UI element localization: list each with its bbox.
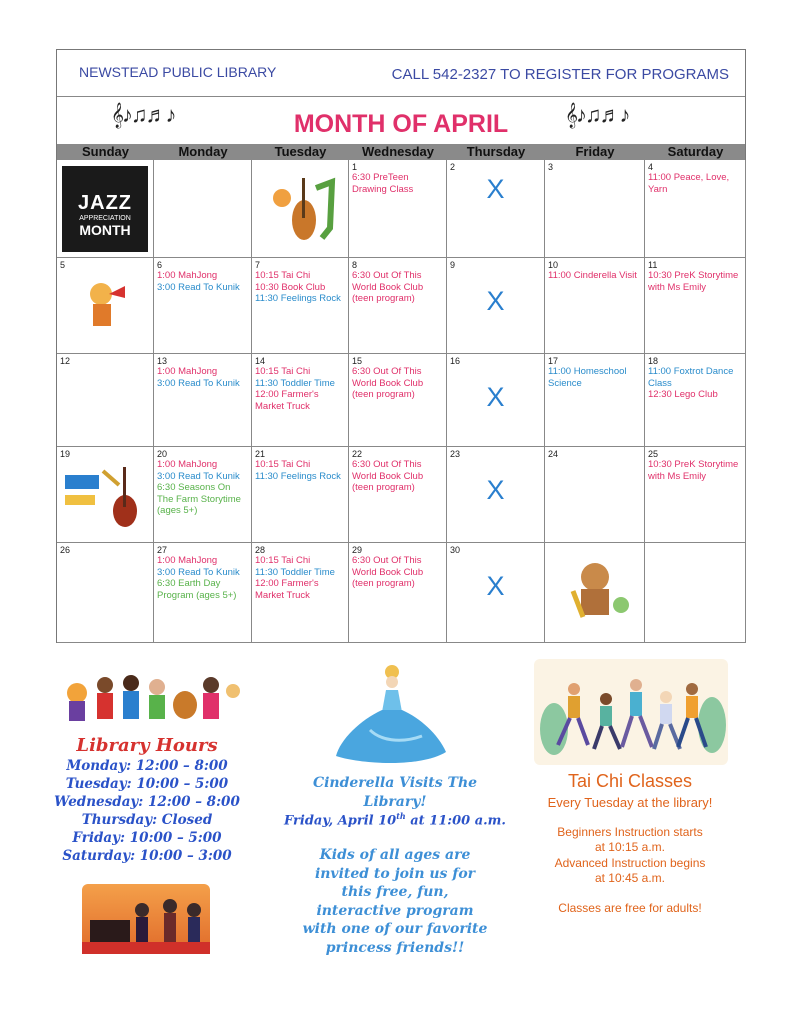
jazz-band-illustration bbox=[57, 663, 241, 723]
day-number: 12 bbox=[60, 356, 71, 366]
day-cell bbox=[57, 354, 154, 447]
event-entry: 11:00 Homeschool Science bbox=[548, 366, 627, 389]
cinderella-date-post: at 11:00 a.m. bbox=[405, 813, 506, 829]
day-number: 30 bbox=[450, 545, 461, 555]
day-number: 21 bbox=[255, 449, 266, 459]
badge-month: MONTH bbox=[79, 222, 131, 238]
day-cell bbox=[252, 258, 349, 354]
day-number: 11 bbox=[648, 260, 658, 270]
day-cell bbox=[252, 447, 349, 543]
event-entry: 1:00 MahJong bbox=[157, 270, 218, 281]
event-entry: 6:30 Out Of This World Book Club (teen program) bbox=[352, 366, 424, 400]
event-entry: 3:00 Read To Kunik bbox=[157, 281, 240, 293]
library-name: NEWSTEAD PUBLIC LIBRARY bbox=[79, 64, 277, 80]
day-cell bbox=[447, 258, 545, 354]
day-cell bbox=[252, 354, 349, 447]
weekday-header bbox=[57, 144, 745, 160]
cinderella-body: Kids of all ages are invited to join us for this free, fun, interactive program with one of our favorite princess friends!! bbox=[302, 847, 488, 956]
event-entry: 6:30 Earth Day Program (ages 5+) bbox=[157, 578, 237, 601]
event-entry: 11:30 Toddler Time bbox=[255, 566, 335, 578]
day-number: 27 bbox=[157, 545, 168, 555]
day-number: 18 bbox=[648, 356, 659, 366]
day-cell bbox=[645, 258, 746, 354]
event-entry: 3:00 Read To Kunik bbox=[157, 470, 240, 482]
day-cell bbox=[447, 160, 545, 258]
day-number: 20 bbox=[157, 449, 168, 459]
day-number: 10 bbox=[548, 260, 559, 270]
day-cell bbox=[447, 447, 545, 543]
day-cell bbox=[154, 258, 252, 354]
music-notes-icon: 𝄞♪♫♬♪ bbox=[565, 102, 629, 127]
register-phone: CALL 542-2327 TO REGISTER FOR PROGRAMS bbox=[391, 66, 729, 83]
jazz-club-illustration bbox=[82, 884, 210, 954]
header-row bbox=[57, 50, 745, 97]
event-entry: 6:30 PreTeen Drawing Class bbox=[352, 172, 414, 195]
cinderella-date-pre: Friday, April 10 bbox=[284, 813, 397, 829]
day-cell bbox=[57, 258, 154, 354]
event-entry: 6:30 Out Of This World Book Club (teen program) bbox=[352, 459, 424, 493]
day-number: 7 bbox=[255, 260, 261, 270]
day-number: 4 bbox=[648, 162, 654, 172]
badge-jazz: JAZZ bbox=[78, 192, 132, 214]
tai-chi-free: Classes are free for adults! bbox=[558, 901, 702, 915]
hours-list bbox=[52, 757, 242, 865]
day-cell bbox=[154, 447, 252, 543]
event-entry: 12:30 Lego Club bbox=[648, 389, 718, 400]
event-entry: 10:15 Tai Chi bbox=[255, 555, 311, 566]
closed-x-mark: X bbox=[486, 382, 505, 412]
day-number: 16 bbox=[450, 356, 461, 366]
event-entry: 1:00 MahJong bbox=[157, 459, 218, 470]
day-cell bbox=[349, 447, 447, 543]
day-cell bbox=[154, 160, 252, 258]
hours-line: Thursday: Closed bbox=[81, 812, 213, 828]
event-entry: 3:00 Read To Kunik bbox=[157, 566, 240, 578]
day-cell bbox=[349, 160, 447, 258]
event-entry: 1:00 MahJong bbox=[157, 366, 218, 377]
day-cell bbox=[645, 160, 746, 258]
weekday-friday: Friday bbox=[575, 144, 615, 159]
cinderella-date-sup: th bbox=[396, 811, 406, 821]
day-cell bbox=[447, 543, 545, 643]
event-entry: 10:15 Tai Chi bbox=[255, 366, 311, 377]
tai-chi-advanced: Advanced Instruction begins at 10:45 a.m. bbox=[554, 856, 706, 885]
day-cell bbox=[447, 354, 545, 447]
day-cell bbox=[645, 354, 746, 447]
day-cell bbox=[545, 258, 645, 354]
event-entry: 10:30 Book Club bbox=[255, 281, 326, 293]
day-number: 8 bbox=[352, 260, 358, 270]
hours-title: Library Hours bbox=[76, 735, 218, 756]
event-entry: 11:00 Foxtrot Dance Class bbox=[648, 366, 734, 389]
day-cell bbox=[545, 354, 645, 447]
event-entry: 10:30 PreK Storytime with Ms Emily bbox=[648, 459, 739, 482]
event-entry: 10:30 PreK Storytime with Ms Emily bbox=[648, 270, 739, 293]
closed-x-mark: X bbox=[486, 475, 505, 505]
day-cell bbox=[57, 447, 154, 543]
day-cell bbox=[545, 543, 645, 643]
badge-appreciation: APPRECIATION bbox=[79, 215, 131, 222]
day-number: 26 bbox=[60, 545, 71, 555]
event-entry: 1:00 MahJong bbox=[157, 555, 218, 566]
calendar-frame bbox=[56, 49, 746, 643]
day-number: 15 bbox=[352, 356, 363, 366]
day-cell bbox=[349, 354, 447, 447]
event-entry: 11:00 Cinderella Visit bbox=[548, 270, 637, 281]
event-entry: 10:15 Tai Chi bbox=[255, 270, 311, 281]
hours-line: Monday: 12:00 – 8:00 bbox=[66, 758, 228, 774]
event-entry: 3:00 Read To Kunik bbox=[157, 377, 240, 389]
day-cell bbox=[252, 543, 349, 643]
hours-line: Tuesday: 10:00 – 5:00 bbox=[65, 776, 229, 792]
day-number: 3 bbox=[548, 162, 554, 172]
day-number: 28 bbox=[255, 545, 266, 555]
event-entry: 10:15 Tai Chi bbox=[255, 459, 311, 470]
hours-line: Wednesday: 12:00 – 8:00 bbox=[54, 794, 240, 810]
cinderella-illustration bbox=[330, 660, 450, 770]
day-number: 1 bbox=[352, 162, 358, 172]
day-cell bbox=[645, 447, 746, 543]
day-cell bbox=[349, 543, 447, 643]
event-entry: 6:30 Out Of This World Book Club (teen program) bbox=[352, 270, 424, 304]
weekday-sunday: Sunday bbox=[82, 144, 129, 159]
day-cell bbox=[545, 447, 645, 543]
day-number: 9 bbox=[450, 260, 456, 270]
cinderella-title: Cinderella Visits The Library! bbox=[312, 775, 478, 810]
day-cell bbox=[57, 160, 154, 258]
event-entry: 11:30 Feelings Rock bbox=[255, 470, 341, 482]
closed-x-mark: X bbox=[486, 174, 505, 204]
event-entry: 12:00 Farmer's Market Truck bbox=[255, 578, 319, 601]
tai-chi-title: Tai Chi Classes bbox=[567, 771, 693, 791]
title-row bbox=[57, 96, 745, 144]
day-cell bbox=[57, 543, 154, 643]
tai-chi-illustration bbox=[534, 659, 728, 765]
day-number: 14 bbox=[255, 356, 266, 366]
tai-chi-beginners: Beginners Instruction starts at 10:15 a.m. bbox=[557, 825, 703, 854]
day-cell bbox=[349, 258, 447, 354]
cinderella-date bbox=[280, 811, 510, 828]
event-entry: 6:30 Seasons On The Farm Storytime (ages 5+) bbox=[157, 482, 241, 516]
day-number: 23 bbox=[450, 449, 461, 459]
day-cell bbox=[645, 543, 746, 643]
day-cell bbox=[154, 543, 252, 643]
music-notes-icon: 𝄞♪♫♬♪ bbox=[111, 102, 175, 127]
event-entry: 12:00 Farmer's Market Truck bbox=[255, 389, 319, 412]
closed-x-mark: X bbox=[486, 286, 505, 316]
day-cell bbox=[545, 160, 645, 258]
weekday-tuesday: Tuesday bbox=[274, 144, 327, 159]
weekday-thursday: Thursday bbox=[466, 144, 526, 159]
event-entry: 6:30 Out Of This World Book Club (teen program) bbox=[352, 555, 424, 589]
closed-x-mark: X bbox=[486, 571, 505, 601]
event-entry: 11:30 Feelings Rock bbox=[255, 293, 341, 304]
event-entry: 11:30 Toddler Time bbox=[255, 377, 335, 389]
day-number: 22 bbox=[352, 449, 363, 459]
event-entry: 11:00 Peace, Love, Yarn bbox=[648, 172, 730, 195]
day-number: 6 bbox=[157, 260, 163, 270]
day-number: 2 bbox=[450, 162, 456, 172]
weekday-monday: Monday bbox=[178, 144, 228, 159]
day-cell bbox=[154, 354, 252, 447]
weekday-saturday: Saturday bbox=[667, 144, 724, 159]
day-cell bbox=[252, 160, 349, 258]
hours-line: Friday: 10:00 – 5:00 bbox=[72, 830, 222, 846]
tai-chi-subtitle: Every Tuesday at the library! bbox=[547, 795, 713, 810]
day-number: 24 bbox=[548, 449, 559, 459]
day-number: 5 bbox=[60, 260, 66, 270]
hours-line: Saturday: 10:00 – 3:00 bbox=[62, 848, 232, 864]
day-number: 29 bbox=[352, 545, 363, 555]
weekday-wednesday: Wednesday bbox=[361, 144, 434, 159]
day-number: 25 bbox=[648, 449, 659, 459]
month-title: MONTH OF APRIL bbox=[293, 110, 509, 138]
day-number: 19 bbox=[60, 449, 71, 459]
day-number: 13 bbox=[157, 356, 168, 366]
day-number: 17 bbox=[548, 356, 559, 366]
